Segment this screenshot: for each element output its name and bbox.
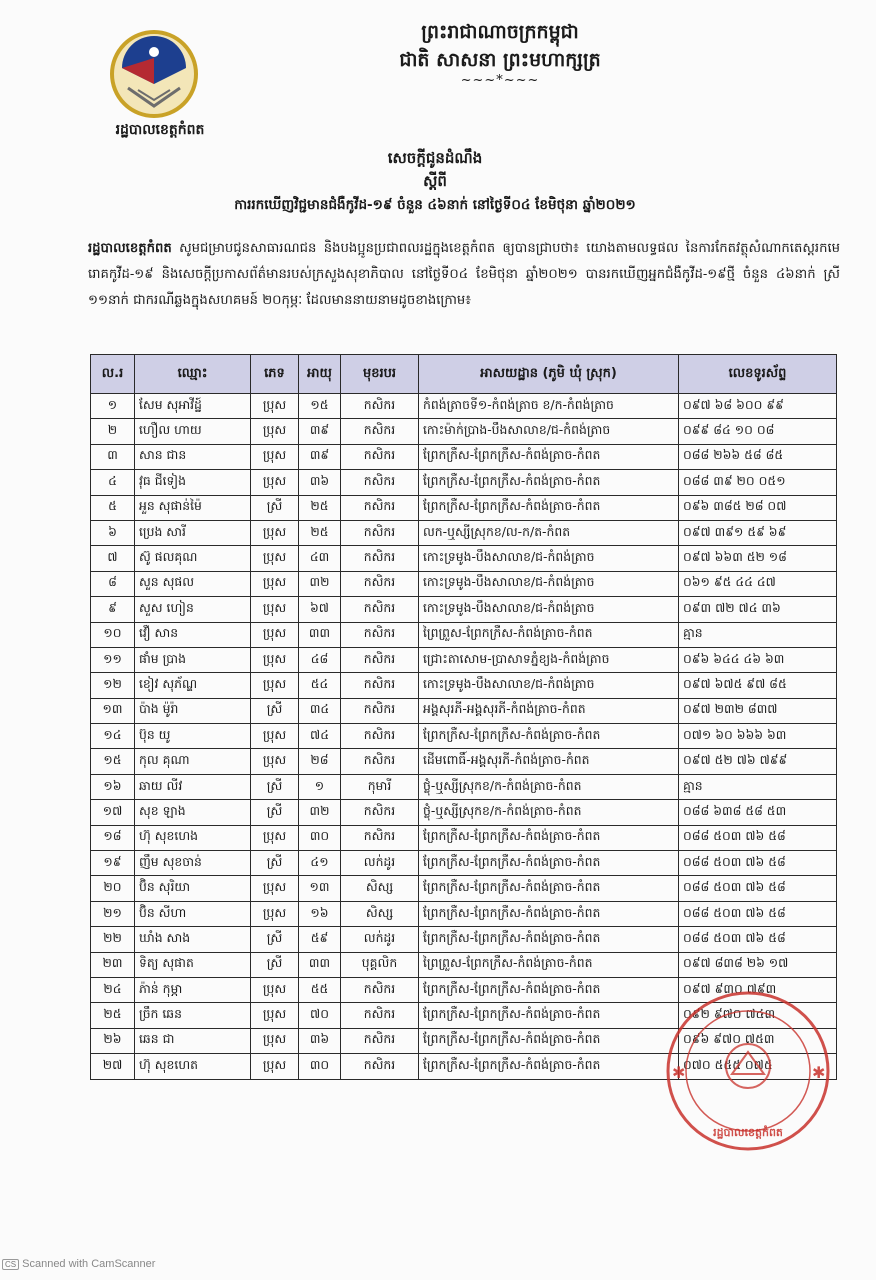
table-row [91, 876, 837, 901]
scanner-watermark [2, 1258, 155, 1270]
cell-index: ១៨ [91, 825, 135, 850]
cell-age: ៣៣ [299, 622, 341, 647]
org-name: រដ្ឋបាលខេត្តកំពត [115, 122, 205, 138]
cell-occupation: កសិករ [341, 647, 419, 672]
cell-index: ២៧ [91, 1054, 135, 1079]
cell-address: លក-ឬស្សីស្រុកខ/ល-ក/ត-កំពត [419, 520, 679, 545]
column-header: មុខរបរ [341, 355, 419, 394]
cell-sex: ស្រី [251, 952, 299, 977]
cell-age: ៣៩ [299, 419, 341, 444]
cell-phone: ០៨៨ ៣៩ ២០ ០៥១ [679, 470, 837, 495]
cell-age: ៤៨ [299, 647, 341, 672]
cell-age: ៧៤ [299, 724, 341, 749]
cell-index: ១៧ [91, 800, 135, 825]
cell-address: ដើមពោធិ៍-អង្គសុរភី-កំពង់ត្រាច-កំពត [419, 749, 679, 774]
cell-sex: ប្រុស [251, 571, 299, 596]
cell-age: ៣០ [299, 825, 341, 850]
table-row [91, 749, 837, 774]
cell-name: ប៉ាង ម៉ូរ៉ា [135, 698, 251, 723]
cell-index: ៦ [91, 520, 135, 545]
cell-phone: គ្មាន [679, 622, 837, 647]
column-header: ឈ្មោះ [135, 355, 251, 394]
cell-address: ព្រែកក្រឺស-ព្រែកក្រឺស-កំពង់ត្រាច-កំពត [419, 1054, 679, 1079]
table-row [91, 546, 837, 571]
intro-paragraph [88, 236, 840, 314]
cell-name: ប៊ុន យូ [135, 724, 251, 749]
notice-title: សេចក្តីជូនដំណឹង [387, 149, 483, 167]
cell-index: ១៩ [91, 851, 135, 876]
table-row [91, 724, 837, 749]
cell-sex: ប្រុស [251, 1003, 299, 1028]
cell-sex: ប្រុស [251, 520, 299, 545]
cell-occupation: កសិករ [341, 419, 419, 444]
cell-address: ថ្លុំ-ឬស្សីស្រុកខ/ក-កំពង់ត្រាច-កំពត [419, 774, 679, 799]
cell-occupation: កសិករ [341, 394, 419, 419]
cell-name: ឆាយ លីវ [135, 774, 251, 799]
cell-occupation: សិស្ស [341, 876, 419, 901]
cell-address: ព្រែកក្រឺស-ព្រែកក្រឺស-កំពង់ត្រាច-កំពត [419, 1003, 679, 1028]
cell-address: ថ្លុំ-ឬស្សីស្រុកខ/ក-កំពង់ត្រាច-កំពត [419, 800, 679, 825]
cell-occupation: កុមារី [341, 774, 419, 799]
svg-text:✱: ✱ [812, 1063, 826, 1082]
table-row [91, 698, 837, 723]
table-body [91, 394, 837, 1080]
cell-address: កោះទ្រមូង-បឹងសាលាខ/ជ-កំពង់ត្រាច [419, 546, 679, 571]
table-row [91, 444, 837, 469]
column-header: ភេទ [251, 355, 299, 394]
cell-address: ព្រែកក្រឺស-ព្រែកក្រឺស-កំពង់ត្រាច-កំពត [419, 927, 679, 952]
cell-name: ឆេន ជា [135, 1028, 251, 1053]
cell-age: ៤១ [299, 851, 341, 876]
column-header: អាសយដ្ឋាន (ភូមិ ឃុំ ស្រុក) [419, 355, 679, 394]
cell-phone: ០៩៧ ៣៩១ ៥៩ ៦៩ [679, 520, 837, 545]
cell-name: ញឹម សុខចាន់ [135, 851, 251, 876]
cell-address: អង្គសុរភី-អង្គសុរភី-កំពង់ត្រាច-កំពត [419, 698, 679, 723]
cases-table [90, 354, 837, 1080]
cell-name: សួស ហៀន [135, 597, 251, 622]
notice-headline: ការរកឃើញវិជ្ជមានជំងឺកូវីដ-១៩ ចំនួន ៤៦នាក់ នៅថ្ងៃទី០៤ ខែមិថុនា ឆ្នាំ២០២១ [234, 197, 636, 213]
seal-text: រដ្ឋបាលខេត្តកំពត [713, 1126, 783, 1139]
motto-ornament: ~~~*~~~ [460, 73, 540, 88]
cell-name: ស៊ូ ផលគុណ [135, 546, 251, 571]
cell-name: វឿ សាន [135, 622, 251, 647]
cell-address: ព្រែកក្រឺស-ព្រែកក្រឺស-កំពង់ត្រាច-កំពត [419, 724, 679, 749]
cell-phone: ០៨៨ ៥០៣ ៧៦ ៥៨ [679, 851, 837, 876]
cell-age: ៥៥ [299, 977, 341, 1002]
notice-titles [80, 146, 790, 218]
cell-age: ៥៤ [299, 673, 341, 698]
table-row [91, 673, 837, 698]
cell-address: ព្រៃព្រួស-ព្រែកក្រឺស-កំពង់ត្រាច-កំពត [419, 952, 679, 977]
cell-phone: ០៧០ ៥៥៥ ០៧៥ [679, 1054, 837, 1079]
cell-phone: ០៩២ ៩៧០ ៧៤៣ [679, 1003, 837, 1028]
cell-name: សាន ជាន [135, 444, 251, 469]
cell-name: ផាំម ប្រាង [135, 647, 251, 672]
cell-sex: ប្រុស [251, 419, 299, 444]
cell-occupation: កសិករ [341, 1054, 419, 1079]
column-header: លេខទូរស័ព្ទ [679, 355, 837, 394]
cell-occupation: កសិករ [341, 724, 419, 749]
cell-phone: ០៧១ ៦០ ៦៦៦ ៦៣ [679, 724, 837, 749]
cell-phone: ០៩៦ ៦៤៤ ៤៦ ៦៣ [679, 647, 837, 672]
cell-occupation: សិស្ស [341, 901, 419, 926]
cell-address: ព្រែកក្រឺស-ព្រែកក្រឺស-កំពង់ត្រាច-កំពត [419, 851, 679, 876]
cell-index: ១៦ [91, 774, 135, 799]
table-row [91, 851, 837, 876]
cell-address: ព្រែកក្រឺស-ព្រែកក្រឺស-កំពង់ត្រាច-កំពត [419, 1028, 679, 1053]
cell-address: ព្រៃព្រួស-ព្រែកក្រឺស-កំពង់ត្រាច-កំពត [419, 622, 679, 647]
cell-occupation: កសិករ [341, 749, 419, 774]
cell-index: ៧ [91, 546, 135, 571]
cell-age: ១៥ [299, 394, 341, 419]
cell-occupation: លក់ដូរ [341, 927, 419, 952]
cell-name: ហឿល ហាយ [135, 419, 251, 444]
cell-sex: ស្រី [251, 698, 299, 723]
cell-address: ជ្រោះតាសោម-ប្រាសាទភ្នំខ្យង-កំពង់ត្រាច [419, 647, 679, 672]
cell-age: ៣៣ [299, 952, 341, 977]
cell-occupation: កសិករ [341, 571, 419, 596]
cell-index: ១ [91, 394, 135, 419]
cell-address: ព្រែកក្រឺស-ព្រែកក្រឺស-កំពង់ត្រាច-កំពត [419, 977, 679, 1002]
cell-age: ៦៧ [299, 597, 341, 622]
cell-phone: ០៩៧ ៩៣០ ៧៩៣ [679, 977, 837, 1002]
cell-phone: ០៩៧ ៦៦៣ ៥២ ១៨ [679, 546, 837, 571]
cell-index: ៨ [91, 571, 135, 596]
cell-occupation: បុគ្គលិក [341, 952, 419, 977]
motto-line-2: ជាតិ សាសនា ព្រះមហាក្សត្រ [399, 49, 601, 71]
cell-index: ១៣ [91, 698, 135, 723]
svg-text:✱: ✱ [672, 1063, 686, 1082]
cell-phone: ០៩៩ ៨៤ ១០ ០៨ [679, 419, 837, 444]
cell-age: ៣៩ [299, 444, 341, 469]
cell-address: កោះម៉ាក់ប្រាង-បឹងសាលាខ/ជ-កំពង់ត្រាច [419, 419, 679, 444]
cell-address: កោះទ្រមូង-បឹងសាលាខ/ជ-កំពង់ត្រាច [419, 597, 679, 622]
cell-name: ហ៊ុ សុខហេត [135, 1054, 251, 1079]
cell-name: ច្រឹក ឆេន [135, 1003, 251, 1028]
cell-name: សួន សុផល [135, 571, 251, 596]
cell-occupation: កសិករ [341, 520, 419, 545]
cell-index: ២២ [91, 927, 135, 952]
cell-age: ២៥ [299, 520, 341, 545]
cell-address: ព្រែកក្រឺស-ព្រែកក្រឺស-កំពង់ត្រាច-កំពត [419, 876, 679, 901]
cell-sex: ស្រី [251, 851, 299, 876]
column-header: ល.រ [91, 355, 135, 394]
cell-age: ២៥ [299, 495, 341, 520]
intro-lead: រដ្ឋបាលខេត្តកំពត [88, 241, 172, 256]
cell-phone: ០៨៨ ៥០៣ ៧៦ ៥៨ [679, 825, 837, 850]
cell-index: ១៥ [91, 749, 135, 774]
cell-name: ប៊ិន សុរិយា [135, 876, 251, 901]
cell-age: ៣៦ [299, 470, 341, 495]
cell-name: ខៀវ សុភ័ណ្ឌ [135, 673, 251, 698]
cell-phone: ០៨៨ ៥០៣ ៧៦ ៥៨ [679, 901, 837, 926]
cell-address: ព្រែកក្រឺស-ព្រែកក្រឺស-កំពង់ត្រាច-កំពត [419, 444, 679, 469]
cell-age: ៧០ [299, 1003, 341, 1028]
cell-age: ៣៤ [299, 698, 341, 723]
cell-sex: ប្រុស [251, 724, 299, 749]
cell-age: ៣០ [299, 1054, 341, 1079]
table-row [91, 800, 837, 825]
cell-name: ឃាំង សាង [135, 927, 251, 952]
camscanner-icon: CS [2, 1259, 19, 1270]
cell-phone: ០៨៨ ៦៣៨ ៥៨ ៥៣ [679, 800, 837, 825]
cell-age: ៣២ [299, 800, 341, 825]
cell-occupation: កសិករ [341, 597, 419, 622]
cell-sex: ស្រី [251, 927, 299, 952]
cell-name: ហ៊ុ សុខហេង [135, 825, 251, 850]
cell-occupation: លក់ដូរ [341, 851, 419, 876]
cell-address: កំពង់ត្រាចទី១-កំពង់ត្រាច ខ/ក-កំពង់ត្រាច [419, 394, 679, 419]
cell-sex: ប្រុស [251, 647, 299, 672]
cell-index: ២ [91, 419, 135, 444]
cell-age: ១៣ [299, 876, 341, 901]
table-row [91, 774, 837, 799]
cell-occupation: កសិករ [341, 825, 419, 850]
cell-occupation: កសិករ [341, 1003, 419, 1028]
table-row [91, 647, 837, 672]
cell-name: ទិត្យ សុផាត [135, 952, 251, 977]
cell-age: ៣២ [299, 571, 341, 596]
national-motto [300, 18, 700, 88]
cell-index: ២៥ [91, 1003, 135, 1028]
cell-phone: ០៨៨ ៥០៣ ៧៦ ៥៨ [679, 927, 837, 952]
cell-name: កុល គុណា [135, 749, 251, 774]
cell-name: វុធ ជីទៀង [135, 470, 251, 495]
cell-index: ១៤ [91, 724, 135, 749]
cell-phone: ០៨៨ ២៦៦ ៥៨ ៨៥ [679, 444, 837, 469]
cell-address: ព្រែកក្រឺស-ព្រែកក្រឺស-កំពង់ត្រាច-កំពត [419, 901, 679, 926]
cell-phone: ០៩៧ ៨៣៨ ២៦ ១៧ [679, 952, 837, 977]
cell-age: ៤៣ [299, 546, 341, 571]
intro-body: សូមជម្រាបជូនសាធារណជន និងបងប្អូនប្រជាពលរដ្ឋក្នុងខេត្តកំពត ឲ្យបានជ្រាបថា៖ យោងតាមលទ្ធផល នៃការកែតវត្ថុសំណាកតេស្តរកមេរោគកូវីដ-១៩ និងសេចក្តីប្រកាសព័ត៌មានរបស់ក្រសួងសុខាភិបាល នៅថ្ងៃទី០៤ ខែមិថុនា ឆ្នាំ២០២១ បានរកឃើញអ្នកជំងឺកូវីដ-១៩ថ្មី ចំនួន ៤៦នាក់ ស្រី ១១នាក់ ជាករណីឆ្លងក្នុងសហគមន៍ ២០កុម្ភៈ ដែលមាននាយនាមដូចខាងក្រោម៖ [88, 241, 840, 308]
cell-name: ភ៉ាន់ កុម្ភា [135, 977, 251, 1002]
cell-occupation: កសិករ [341, 444, 419, 469]
cell-phone: ០៦១ ៩៥ ៤៤ ៤៧ [679, 571, 837, 596]
cell-index: ២០ [91, 876, 135, 901]
official-seal [652, 986, 838, 1156]
cell-name: អួន សុផាន់ម៉ៃ [135, 495, 251, 520]
table-row [91, 470, 837, 495]
column-header: អាយុ [299, 355, 341, 394]
notice-subtitle: ស្តីពី [423, 172, 447, 190]
cell-index: ២៣ [91, 952, 135, 977]
cell-phone: ០៩៣ ៧២ ៧៤ ៣៦ [679, 597, 837, 622]
cell-occupation: កសិករ [341, 470, 419, 495]
table-row [91, 495, 837, 520]
cell-index: ១០ [91, 622, 135, 647]
cell-sex: ប្រុស [251, 394, 299, 419]
cell-occupation: កសិករ [341, 800, 419, 825]
cell-index: ៥ [91, 495, 135, 520]
cell-sex: ប្រុស [251, 673, 299, 698]
cell-sex: ប្រុស [251, 749, 299, 774]
cell-sex: ប្រុស [251, 977, 299, 1002]
provincial-logo [108, 28, 200, 120]
cell-index: ២១ [91, 901, 135, 926]
cell-index: ២៤ [91, 977, 135, 1002]
cell-phone: ០៩៧ ៦៧៥ ៩៧ ៨៥ [679, 673, 837, 698]
cell-sex: ប្រុស [251, 546, 299, 571]
cell-sex: ប្រុស [251, 1028, 299, 1053]
cell-occupation: កសិករ [341, 977, 419, 1002]
cell-occupation: កសិករ [341, 495, 419, 520]
table-row [91, 419, 837, 444]
cell-occupation: កសិករ [341, 673, 419, 698]
cell-phone: ០៩៧ ៦៨ ៦០០ ៩៩ [679, 394, 837, 419]
cell-phone: ០៩៧ ២៣២ ៨៣៧ [679, 698, 837, 723]
table-row [91, 901, 837, 926]
cell-age: ៣៦ [299, 1028, 341, 1053]
cell-sex: ប្រុស [251, 444, 299, 469]
cell-age: ១៦ [299, 901, 341, 926]
table-row [91, 571, 837, 596]
cell-address: កោះទ្រមូង-បឹងសាលាខ/ជ-កំពង់ត្រាច [419, 571, 679, 596]
cell-occupation: កសិករ [341, 546, 419, 571]
cell-sex: ប្រុស [251, 825, 299, 850]
cell-name: ប្រេង សារី [135, 520, 251, 545]
cell-phone: ០៩៦ ៩៧០ ៧៥៣ [679, 1028, 837, 1053]
cell-phone: គ្មាន [679, 774, 837, 799]
cell-sex: ប្រុស [251, 876, 299, 901]
cell-sex: ស្រី [251, 495, 299, 520]
table-row [91, 927, 837, 952]
table-row [91, 394, 837, 419]
cell-phone: ០៩៦ ៣៨៥ ២៨ ០៧ [679, 495, 837, 520]
cell-address: ព្រែកក្រឺស-ព្រែកក្រឺស-កំពង់ត្រាច-កំពត [419, 825, 679, 850]
cell-occupation: កសិករ [341, 698, 419, 723]
cell-occupation: កសិករ [341, 1028, 419, 1053]
cell-sex: ប្រុស [251, 622, 299, 647]
cell-index: ៣ [91, 444, 135, 469]
table-header-row [91, 355, 837, 394]
table-row [91, 622, 837, 647]
cell-phone: ០៨៨ ៥០៣ ៧៦ ៥៨ [679, 876, 837, 901]
cell-phone: ០៩៧ ៥២ ៧៦ ៧៩៩ [679, 749, 837, 774]
cell-age: ២៨ [299, 749, 341, 774]
cell-sex: ស្រី [251, 800, 299, 825]
cell-index: ៤ [91, 470, 135, 495]
cell-address: ព្រែកក្រឺស-ព្រែកក្រឺស-កំពង់ត្រាច-កំពត [419, 470, 679, 495]
cell-sex: ប្រុស [251, 901, 299, 926]
motto-line-1: ព្រះរាជាណាចក្រកម្ពុជា [421, 21, 579, 43]
table-row [91, 597, 837, 622]
cell-sex: ប្រុស [251, 470, 299, 495]
cell-age: ៥៩ [299, 927, 341, 952]
watermark-text: Scanned with CamScanner [22, 1258, 156, 1270]
cell-index: ៩ [91, 597, 135, 622]
cell-name: សុខ ឡាង [135, 800, 251, 825]
cell-address: ព្រែកក្រឺស-ព្រែកក្រឺស-កំពង់ត្រាច-កំពត [419, 495, 679, 520]
table-row [91, 520, 837, 545]
cell-sex: ប្រុស [251, 597, 299, 622]
cell-index: ២៦ [91, 1028, 135, 1053]
table-row [91, 825, 837, 850]
cell-age: ១ [299, 774, 341, 799]
cell-index: ១១ [91, 647, 135, 672]
cell-occupation: កសិករ [341, 622, 419, 647]
cell-index: ១២ [91, 673, 135, 698]
cell-name: ប៊ិន សីហា [135, 901, 251, 926]
cell-sex: ស្រី [251, 774, 299, 799]
cell-address: កោះទ្រមូង-បឹងសាលាខ/ជ-កំពង់ត្រាច [419, 673, 679, 698]
cell-name: សែម សុអាវីដ្ឋ៍ [135, 394, 251, 419]
table-row [91, 952, 837, 977]
cell-sex: ប្រុស [251, 1054, 299, 1079]
